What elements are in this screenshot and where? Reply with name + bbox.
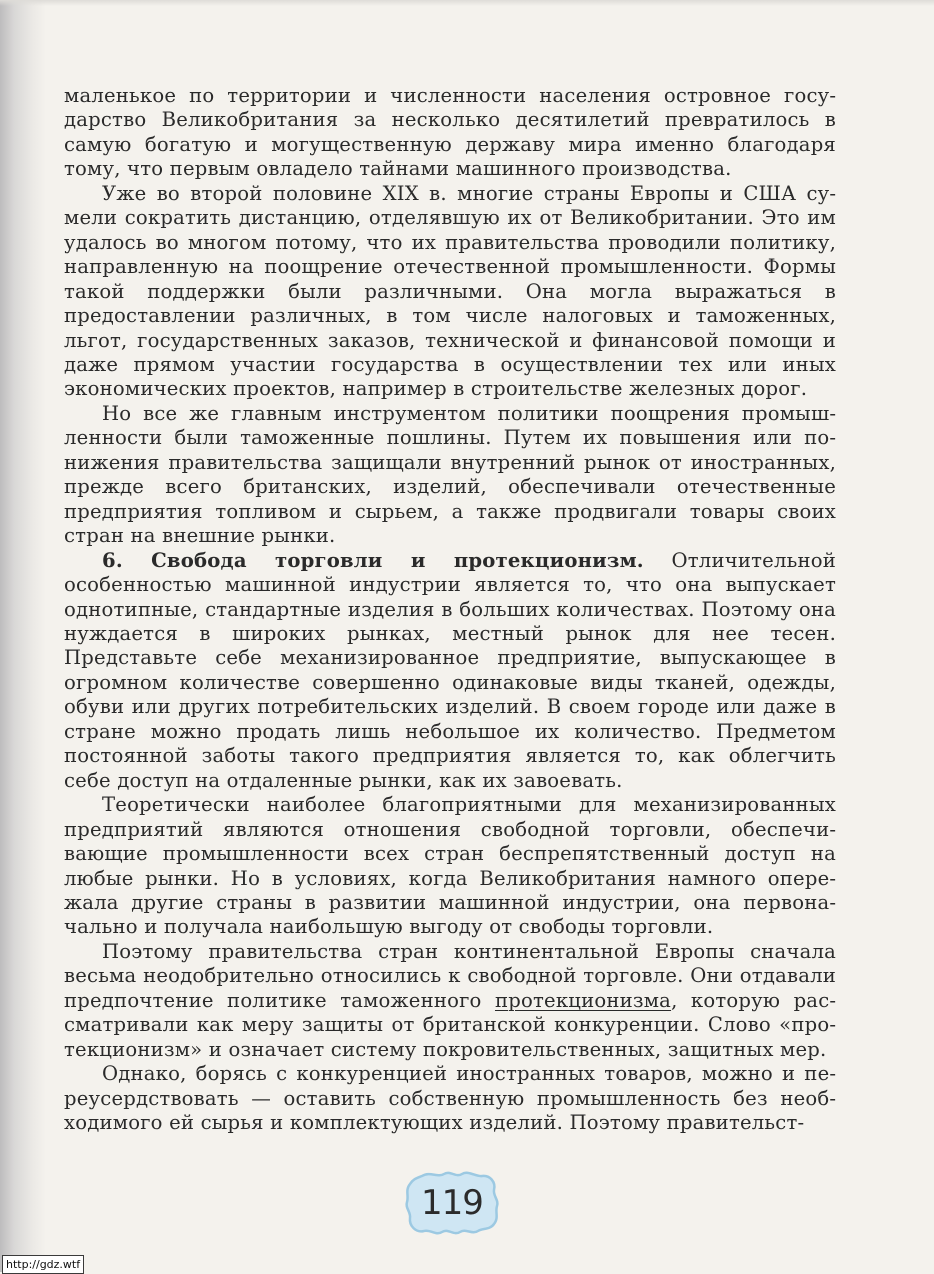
paragraph-1 [64, 84, 836, 182]
paragraph-4 [64, 549, 836, 794]
glossary-term: протекционизма [494, 988, 672, 1012]
paragraph-7-text: Однако, борясь с конкуренцией иностранных товаров, можно и переусердствовать — оставить собственную промышленность без необходимого ей сырья и комплектующих изделий. Поэтому правительст- [64, 1062, 836, 1135]
paragraph-4-text: Отличительной особенностью машинной индустрии является то, что она выпускает однотипные, стандартные изделия в больших количествах. Поэтому она нуждается в широких рынках, местный рынок для нее тесен. Представьте себе механизированное предприятие, выпускающее в огромном количестве совершенно одинаковые виды тканей, одежды, обуви или других потребительских изделий. В своем городе или даже в стране можно продать лишь небольшое их количество. Предметом постоянной заботы такого предприятия является то, как облегчить себе доступ на отдаленные рынки, как их завоевать. [64, 548, 836, 792]
paragraph-3 [64, 402, 836, 549]
page-body [64, 84, 836, 1135]
paragraph-6 [64, 940, 836, 1062]
page-top-edge [0, 0, 934, 6]
paragraph-3-text: Но все же главным инструментом политики поощрения промышленности были таможенные пошлины. Путем их повышения или понижения правительства защищали внутренний рынок от иностранных, прежде всего британских, изделий, обеспечивали отечественные предприятия топливом и сырьем, а также продвигали товары своих стран на внешние рынки. [64, 401, 836, 548]
source-watermark: http://gdz.wtf [2, 1255, 84, 1274]
page-number-badge [404, 1170, 500, 1236]
paragraph-5-text: Теоретически наиболее благоприятными для механизированных предприятий являются отношения свободной торговли, обеспечивающие промышленности всех стран беспрепятственный доступ на любые рынки. Но в условиях, когда Великобритания намного опережала другие страны в развитии машинной индустрии, она первоначально и получала наибольшую выгоду от свободы торговли. [64, 793, 836, 939]
paragraph-6-text-before: Поэтому правительства стран континентальной Европы сначала весьма неодобрительно относились к свободной торговле. Они отдавали предпочтение политике таможенного [64, 939, 836, 1012]
paragraph-7 [64, 1062, 836, 1135]
page-spine-shadow [0, 0, 46, 1272]
section-heading: 6. Свобода торговли и протекционизм. [102, 548, 644, 572]
paragraph-1-text: маленькое по территории и численности населения островное государство Великобритания за несколько десятилетий превратилось в самую богатую и могущественную державу мира именно благодаря тому, что первым овладело тайнами машинного производства. [64, 84, 836, 181]
paragraph-2 [64, 182, 836, 402]
paragraph-2-text: Уже во второй половине XIX в. многие страны Европы и США сумели сократить дистанцию, отделявшую их от Великобритании. Это им удалось во многом потому, что их правительства проводили политику, направленную на поощрение отечественной промышленности. Формы такой поддержки были различными. Она могла выражаться в предоставлении различных, в том числе налоговых и таможенных, льгот, государственных заказов, технической и финансовой помощи и даже прямом участии государства в осуществлении тех или иных экономических проектов, например в строительстве железных дорог. [64, 181, 836, 401]
paragraph-6-text-after: , которую рассматривали как меру защиты от британской конкуренции. Слово «протекционизм» и означает систему покровительственных, защитных мер. [64, 988, 836, 1061]
page-number: 119 [421, 1183, 483, 1223]
paragraph-5 [64, 793, 836, 940]
